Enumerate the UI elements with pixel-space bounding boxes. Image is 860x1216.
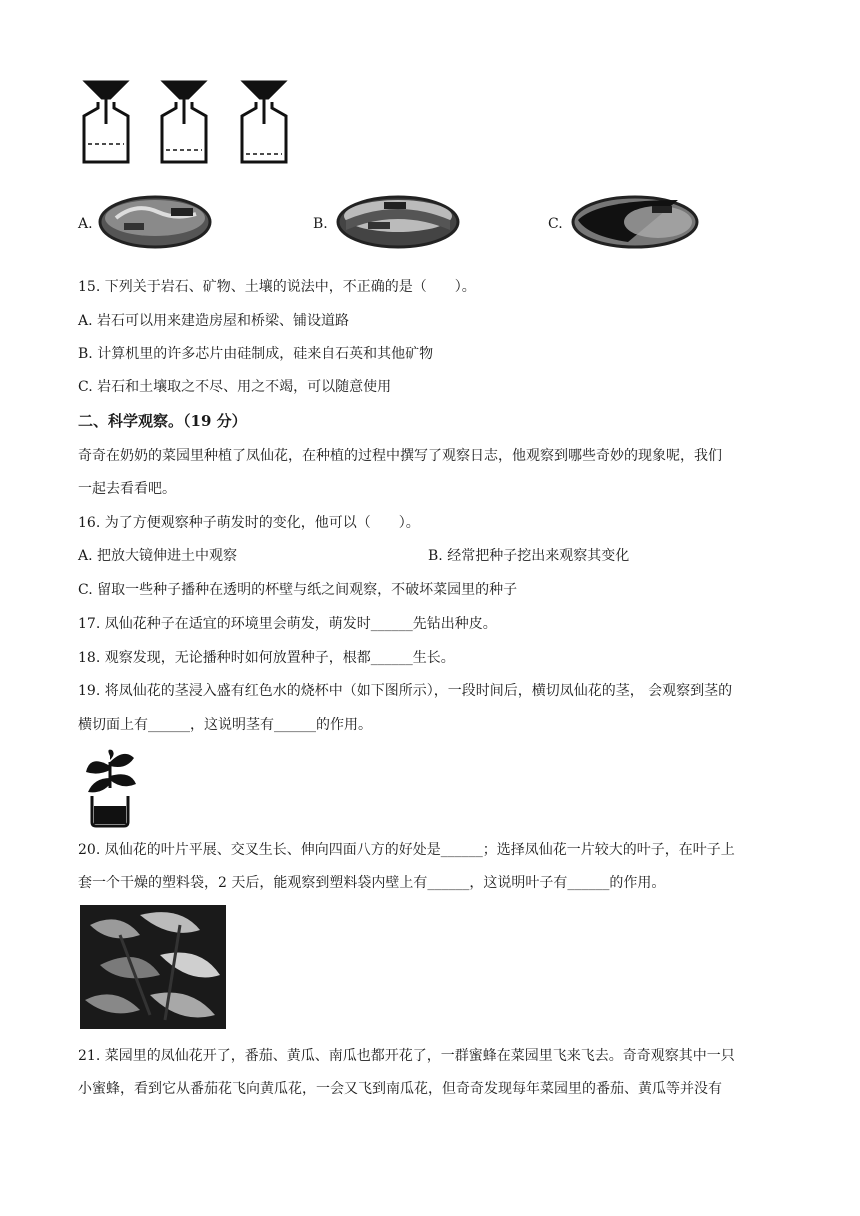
q20-line-2: 套一个干燥的塑料袋，2 天后，能观察到塑料袋内壁上有______，这说明叶子有______的作用。 [78,875,666,891]
q15-option-b[interactable]: B. 计算机里的许多芯片由硅制成，硅来自石英和其他矿物 [78,346,434,362]
section-intro-line-1: 奇奇在奶奶的菜园里种植了凤仙花，在种植的过程中撰写了观察日志，他观察到哪些奇妙的现象呢，我们 [78,448,722,464]
funnel-bottle-1 [84,82,128,162]
plant-in-beaker-figure [80,748,140,828]
q18-text: 18. 观察发现，无论播种时如何放置种子，根都______生长。 [78,650,455,666]
q16-option-b[interactable]: B. 经常把种子挖出来观察其变化 [428,548,630,564]
petri-dish-b[interactable] [334,190,462,252]
q19-line-2: 横切面上有______，这说明茎有______的作用。 [78,717,372,733]
q17-text: 17. 凤仙花种子在适宜的环境里会萌发，萌发时______先钻出种皮。 [78,616,497,632]
q15-option-c[interactable]: C. 岩石和土壤取之不尽、用之不竭，可以随意使用 [78,379,392,395]
q14-option-a-label[interactable]: A. [78,216,93,232]
q15-option-a[interactable]: A. 岩石可以用来建造房屋和桥梁、铺设道路 [78,313,350,329]
petri-dish-a[interactable] [96,190,214,252]
q21-line-1: 21. 菜园里的凤仙花开了，番茄、黄瓜、南瓜也都开花了，一群蜜蜂在菜园里飞来飞去。奇奇观察其中一只 [78,1048,735,1064]
q20-line-1: 20. 凤仙花的叶片平展、交叉生长、伸向四面八方的好处是______；选择凤仙花一片较大的叶子，在叶子上 [78,842,735,858]
funnel-bottle-3 [242,82,286,162]
section-heading: 二、科学观察。（19 分） [78,412,247,430]
q16-option-a[interactable]: A. 把放大镜伸进土中观察 [78,548,238,564]
q21-line-2: 小蜜蜂，看到它从番茄花飞向黄瓜花，一会又飞到南瓜花，但奇奇发现每年菜园里的番茄、黄瓜等并没有 [78,1081,722,1097]
q14-option-c-label[interactable]: C. [548,216,563,232]
funnel-bottle-2 [162,82,206,162]
q16-stem: 16. 为了方便观察种子萌发时的变化，他可以（ ）。 [78,515,420,531]
q14-option-b-label[interactable]: B. [313,216,328,232]
q19-line-1: 19. 将凤仙花的茎浸入盛有红色水的烧杯中（如下图所示），一段时间后，横切凤仙花的茎， 会观察到茎的 [78,683,733,699]
petri-dish-c[interactable] [568,190,702,252]
q16-option-c[interactable]: C. 留取一些种子播种在透明的杯壁与纸之间观察，不破坏菜园里的种子 [78,582,518,598]
funnel-bottles-figure [78,76,298,168]
leaves-photo-figure [80,905,226,1029]
section-intro-line-2: 一起去看看吧。 [78,481,176,497]
q15-stem: 15. 下列关于岩石、矿物、土壤的说法中，不正确的是（ ）。 [78,279,476,295]
